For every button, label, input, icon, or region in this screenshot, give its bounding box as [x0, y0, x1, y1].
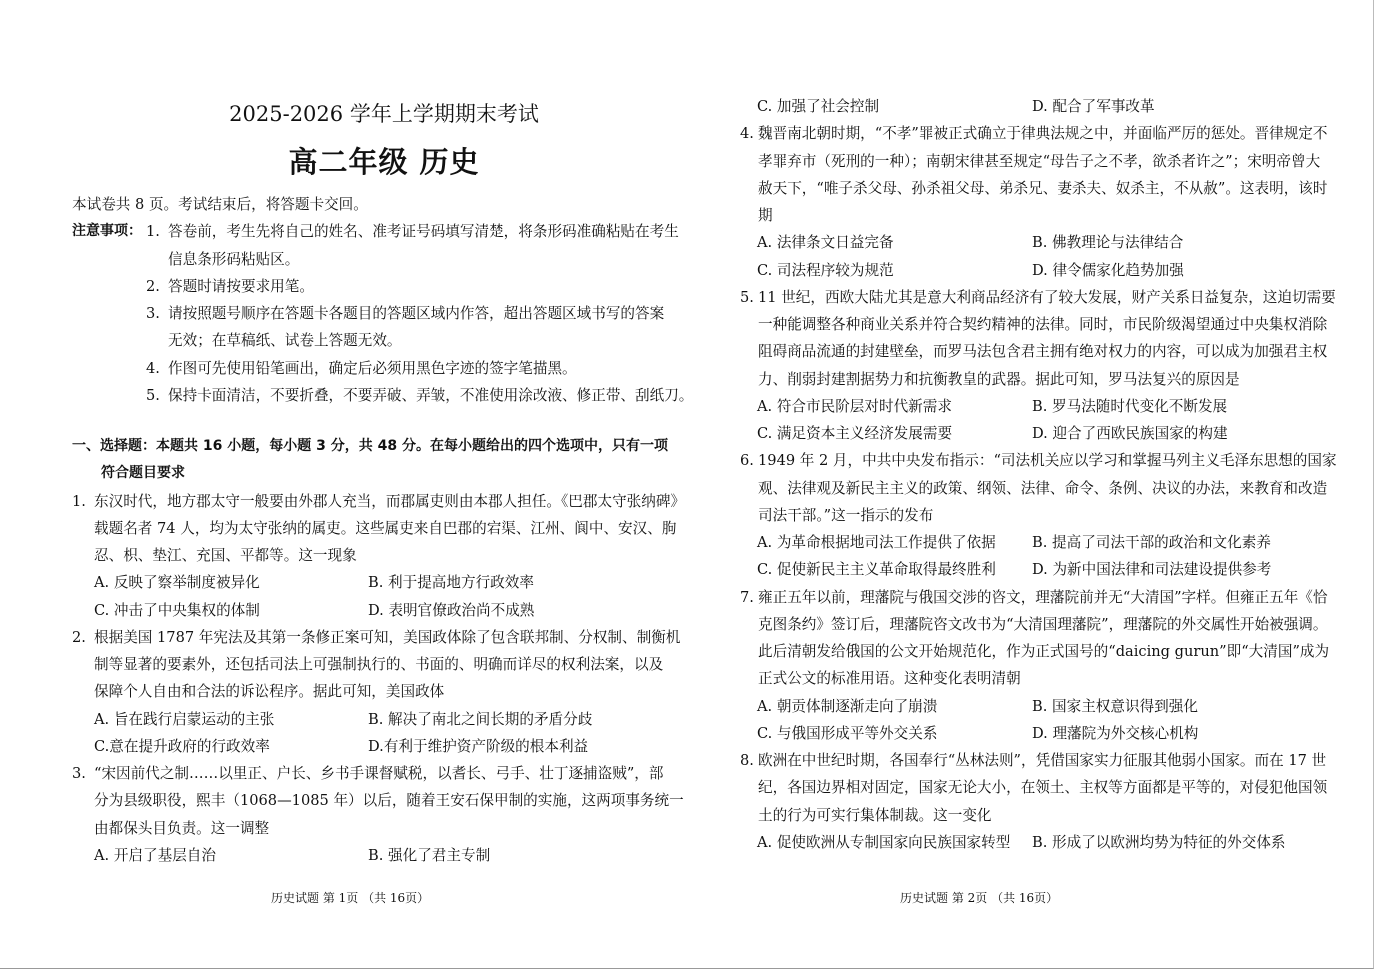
question-text: 保障个人自由和合法的诉讼程序。据此可知，美国政体 [94, 683, 445, 701]
question-text: 1949 年 2 月，中共中央发布指示：“司法机关应以学习和掌握马列主义毛泽东思想的国家 [758, 452, 1337, 470]
question-line [740, 802, 1340, 829]
question-number: 4. [740, 125, 754, 143]
answer-option: B. 解决了南北之间长期的矛盾分歧 [368, 710, 593, 728]
notice-line [72, 355, 577, 382]
answer-option: D. 迎合了西欧民族国家的构建 [1032, 425, 1228, 442]
option-row [740, 529, 1340, 556]
section-heading: 一、选择题：本题共 16 小题，每小题 3 分，共 48 分。在每小题给出的四个选项中，只有一项 [72, 438, 668, 454]
question-line [740, 175, 1340, 202]
notice-text: 信息条形码粘贴区。 [168, 250, 300, 268]
question-line [740, 148, 1340, 175]
question-text: 纪，各国边界相对固定，国家无论大小，在领土、主权等方面都是平等的，对侵犯他国领 [758, 779, 1328, 797]
question-number: 5. [740, 288, 754, 306]
answer-option: D. 表明官僚政治尚不成熟 [368, 601, 535, 619]
questions-page-1 [72, 433, 686, 869]
option-row [740, 556, 1340, 583]
notice-line [72, 246, 368, 273]
question-text: 孝罪弃市（死刑的一种）；南朝宋律甚至规定“母告子之不孝，欲杀者许之”；宋明帝曾大 [758, 152, 1321, 170]
notice-line [72, 300, 665, 327]
question-line [740, 202, 1340, 229]
question [740, 584, 1340, 748]
notice-line [72, 218, 679, 245]
question-line [740, 311, 1340, 338]
answer-option: B. 提高了司法干部的政治和文化素养 [1032, 534, 1271, 551]
exam-page-2 [740, 0, 1375, 971]
question-line [740, 774, 1340, 801]
answer-option: A. 符合市民阶层对时代新需求 [757, 397, 952, 415]
question-text: 制等显著的要素外，还包括司法上可强制执行的、书面的、明确而详尽的权利法案，以及 [94, 656, 664, 673]
notice-line [72, 327, 402, 354]
answer-option: B. 形成了以欧洲均势为特征的外交体系 [1032, 833, 1286, 851]
option-row [72, 597, 672, 624]
notice-text: 答卷前，考生先将自己的姓名、准考证号码填写清楚，将条形码准确粘贴在考生 [168, 223, 679, 241]
question-number: 3. [72, 765, 86, 782]
section-heading: 符合题目要求 [101, 465, 185, 482]
question [740, 284, 1340, 448]
question [740, 120, 1340, 284]
option-row [740, 229, 1340, 256]
question-line [72, 787, 684, 814]
question-line [740, 502, 1340, 529]
question-text: 期 [758, 207, 773, 224]
page-footer: 历史试题 第 1页 （共 16页） [271, 891, 430, 905]
option-row [740, 257, 1340, 284]
notice-text: 请按照题号顺序在答题卡各题目的答题区域内作答，超出答题区域书写的答案 [168, 305, 665, 322]
option-row [740, 93, 1340, 120]
question-line [740, 475, 1340, 502]
option-d: D. 配合了军事改革 [1032, 98, 1155, 115]
question [72, 760, 684, 869]
option-row [740, 720, 1340, 747]
answer-option: A. 促使欧洲从专制国家向民族国家转型 [757, 833, 1011, 851]
notice-number: 1. [146, 223, 160, 241]
question-text: 力、削弱封建割据势力和抗衡教皇的武器。据此可知，罗马法复兴的原因是 [758, 370, 1240, 388]
notice-number: 5. [146, 386, 160, 404]
question-text: 11 世纪，西欧大陆尤其是意大利商品经济有了较大发展，财产关系日益复杂，这迫切需要 [758, 288, 1336, 306]
answer-option: C. 冲击了中央集权的体制 [94, 601, 260, 619]
question-line [740, 120, 1340, 147]
question-line [72, 678, 672, 705]
notice-label: 注意事项： [72, 223, 142, 240]
question-number: 1. [72, 492, 86, 510]
option-c: C. 加强了社会控制 [757, 98, 880, 115]
answer-option: A. 开启了基层自治 [94, 846, 216, 864]
question-text: 一种能调整各种商业关系并符合契约精神的法律。同时，市民阶级渴望通过中央集权消除 [758, 316, 1328, 333]
notice-line [72, 382, 694, 409]
question-line [740, 447, 1340, 474]
notice-text: 无效；在草稿纸、试卷上答题无效。 [168, 332, 402, 350]
notice-text: 作图可先使用铅笔画出，确定后必须用黑色字迹的签字笔描黑。 [168, 359, 577, 377]
answer-option: A. 法律条文日益完备 [757, 234, 894, 252]
option-row [740, 420, 1340, 447]
question-line [740, 665, 1340, 692]
answer-option: B. 国家主权意识得到强化 [1032, 697, 1198, 715]
question-line [740, 638, 1340, 665]
notice-text: 答题时请按要求用笔。 [168, 277, 314, 295]
question-text: 司法干部。”这一指示的发布 [758, 506, 934, 524]
question-text: 观、法律观及新民主主义的政策、纲领、法律、命令、条例、决议的办法，来教育和改造 [758, 479, 1328, 497]
question-text: 分为县级职役，熙丰（1068—1085 年）以后，随着王安石保甲制的实施，这两项事务统一 [94, 792, 684, 810]
question-text: 由都保头目负责。这一调整 [94, 819, 270, 837]
option-row [72, 706, 672, 733]
question-line [72, 488, 686, 515]
question-line [740, 338, 1340, 365]
question-text: 忍、枳、垫江、充国、平都等。这一现象 [94, 547, 357, 564]
question-line [72, 760, 672, 787]
answer-option: B. 强化了君主专制 [368, 846, 491, 864]
question-text: 雍正五年以前，理藩院与俄国交涉的咨文，理藩院前并无“大清国”字样。但雍正五年《恰 [758, 588, 1328, 606]
question-line [740, 366, 1340, 393]
answer-option: C. 司法程序较为规范 [757, 261, 894, 279]
notice-list [72, 218, 694, 409]
answer-option: A. 反映了察举制度被异化 [94, 574, 260, 592]
answer-option: C. 与俄国形成平等外交关系 [757, 724, 938, 742]
option-row [740, 693, 1340, 720]
question-number: 6. [740, 452, 754, 470]
answer-option: C.意在提升政府的行政效率 [94, 737, 270, 755]
answer-option: A. 旨在践行启蒙运动的主张 [94, 710, 275, 728]
question-number: 2. [72, 628, 86, 646]
notice-number: 4. [146, 359, 160, 377]
question-text: 赦天下，“唯子杀父母、孙杀祖父母、弟杀兄、妻杀夫、奴杀主，不从赦”。这表明，该时 [758, 179, 1328, 197]
question-text: 东汉时代，地方郡太守一般要由外郡人充当，而郡属吏则由本郡人担任。《巴郡太守张纳碑》 [94, 492, 686, 510]
exam-title: 2025-2026 学年上学期期末考试 [229, 102, 539, 126]
question-line [72, 815, 672, 842]
question-text: 此后清朝发给俄国的公文开始规范化，作为正式国号的“daicing gurun”即“大清国”成为 [758, 643, 1330, 660]
answer-option: A. 为革命根据地司法工作提供了依据 [757, 534, 996, 551]
exam-subject-title: 高二年级 历史 [288, 145, 480, 179]
question-text: 正式公文的标准用语。这种变化表明清朝 [758, 670, 1021, 688]
question-line [740, 611, 1340, 638]
option-row [740, 393, 1340, 420]
answer-option: D.有利于维护资产阶级的根本利益 [368, 737, 589, 755]
question-text: “宋因前代之制……以里正、户长、乡书手课督赋税，以耆长、弓手、壮丁逐捕盗贼”，部 [94, 765, 664, 782]
notice-line [72, 273, 368, 300]
question [72, 624, 681, 760]
question-line [72, 624, 681, 651]
question-text: 土的行为可实行集体制裁。这一变化 [758, 806, 992, 824]
option-row [72, 842, 672, 869]
question-text: 克图条约》签订后，理藩院咨文改书为“大清国理藩院”，理藩院的外交属性开始被强调。 [758, 615, 1328, 633]
page-footer: 历史试题 第 2页 （共 16页） [900, 891, 1059, 905]
option-row [72, 569, 672, 596]
question-line [740, 584, 1340, 611]
question-line [740, 284, 1340, 311]
answer-option: D. 律令儒家化趋势加强 [1032, 261, 1184, 279]
question-text: 根据美国 1787 年宪法及其第一条修正案可知，美国政体除了包含联邦制、分权制、制衡机 [94, 628, 681, 646]
answer-option: D. 为新中国法律和司法建设提供参考 [1032, 561, 1272, 579]
question-number: 8. [740, 752, 754, 769]
question-line [740, 747, 1340, 774]
answer-option: D. 理藩院为外交核心机构 [1032, 724, 1199, 742]
option-row [740, 829, 1340, 856]
answer-option: C. 满足资本主义经济发展需要 [757, 425, 953, 442]
answer-option: B. 利于提高地方行政效率 [368, 574, 534, 592]
question-line [72, 542, 672, 569]
question-line [72, 515, 677, 542]
notice-number: 3. [146, 305, 160, 322]
answer-option: B. 佛教理论与法律结合 [1032, 234, 1184, 252]
answer-option: C. 促使新民主主义革命取得最终胜利 [757, 561, 996, 579]
instructions [72, 191, 694, 409]
answer-option: A. 朝贡体制逐渐走向了崩溃 [757, 697, 938, 715]
questions-page-2 [740, 93, 1340, 856]
question-line [72, 651, 672, 678]
notice-text: 保持卡面清洁，不要折叠，不要弄破、弄皱，不准使用涂改液、修正带、刮纸刀。 [168, 386, 694, 404]
intro-text: 本试卷共 8 页。考试结束后，将答题卡交回。 [72, 196, 368, 213]
answer-option: B. 罗马法随时代变化不断发展 [1032, 397, 1228, 415]
question [740, 447, 1340, 583]
question-text: 魏晋南北朝时期，“不孝”罪被正式确立于律典法规之中，并面临严厉的惩处。晋律规定不 [758, 125, 1328, 143]
notice-number: 2. [146, 277, 160, 295]
question-text: 欧洲在中世纪时期，各国奉行“丛林法则”，凭借国家实力征服其他弱小国家。而在 17 世 [758, 752, 1327, 769]
question-text: 载题名者 74 人，均为太守张纳的属吏。这些属吏来自巴郡的宕渠、江州、阆中、安汉、朐 [94, 519, 677, 537]
option-row [72, 733, 672, 760]
question-text: 阻碍商品流通的封建壁垒，而罗马法包含君主拥有绝对权力的内容，可以成为加强君主权 [758, 343, 1328, 361]
question [740, 747, 1340, 856]
question-number: 7. [740, 588, 754, 606]
question [72, 488, 686, 624]
